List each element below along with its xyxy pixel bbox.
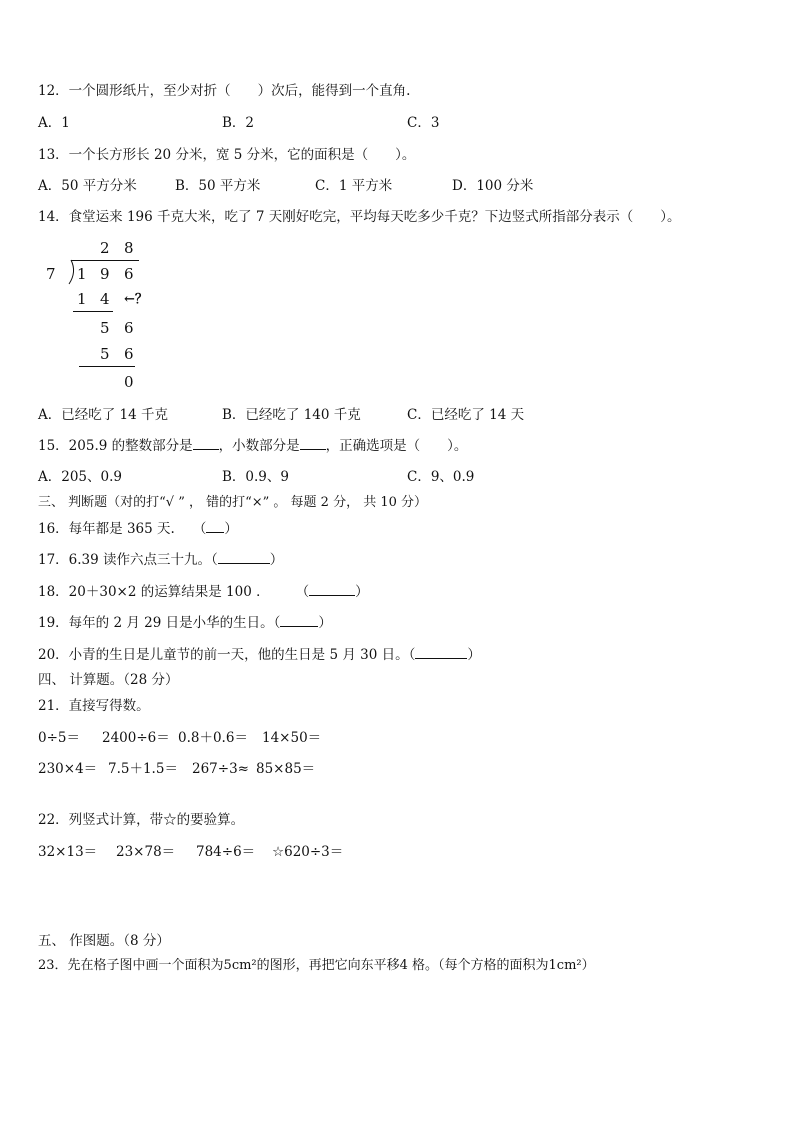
q19: 19．每年的 2 月 29 日是小华的生日。（ ） <box>38 615 332 631</box>
q14-option-a: A．已经吃了 14 千克 <box>38 407 169 423</box>
calc-item: 0÷5＝ <box>38 730 80 746</box>
remainder: 0 <box>124 373 134 391</box>
divisor: 7 <box>46 265 56 283</box>
dividend-digit: 6 <box>124 265 134 283</box>
q15-option-a: A．205、0.9 <box>38 469 122 485</box>
step3-digit: 6 <box>124 345 134 363</box>
answer-blank[interactable] <box>193 437 219 450</box>
calc-item: 23×78＝ <box>116 844 176 860</box>
q21-stem: 21．直接写得数。 <box>38 698 150 714</box>
calc-item: 230×4＝ <box>38 761 98 777</box>
calc-item: 2400÷6＝ <box>102 730 170 746</box>
subtraction-line <box>73 311 113 312</box>
q13-stem: 13．一个长方形长 20 分米，宽 5 分米，它的面积是（ ）。 <box>38 147 416 163</box>
calc-item: 7.5＋1.5＝ <box>108 761 178 777</box>
q12-option-a: A．1 <box>38 115 70 131</box>
q13-option-c: C．1 平方米 <box>315 178 393 194</box>
q14-stem: 14．食堂运来 196 千克大米，吃了 7 天刚好吃完，平均每天吃多少千克？下边竖式所指部分表示（ ）。 <box>38 209 681 225</box>
answer-blank[interactable] <box>218 551 270 564</box>
q18: 18．20＋30×2 的运算结果是 100 ． （ ） <box>38 584 369 600</box>
calc-item: 85×85＝ <box>256 761 316 777</box>
section-4-heading: 四、 计算题。（28 分） <box>38 672 179 688</box>
arrow-question-mark: ←？ <box>124 292 148 307</box>
section-3-heading: 三、 判断题（对的打“√ ” ， 错的打“×” 。 每题 2 分， 共 10 分） <box>38 495 428 510</box>
q13-option-a: A．50 平方分米 <box>38 178 137 194</box>
answer-blank[interactable] <box>309 583 355 596</box>
q17: 17．6.39 读作六点三十九。（ ） <box>38 552 284 568</box>
q15-stem: 15．205.9 的整数部分是 ，小数部分是 ，正确选项是（ ）。 <box>38 438 468 454</box>
answer-blank[interactable] <box>300 437 326 450</box>
q23-stem: 23．先在格子图中画一个面积为5cm²的图形，再把它向东平移4 格。（每个方格的面积为1cm²） <box>38 958 595 973</box>
step1-digit: 1 <box>77 290 87 308</box>
quotient-digit: 2 <box>100 239 110 257</box>
answer-blank[interactable] <box>206 520 224 533</box>
q16: 16．每年都是 365 天. （ ） <box>38 521 238 537</box>
section-5-heading: 五、 作图题。（8 分） <box>38 933 170 949</box>
calc-item: ☆620÷3＝ <box>272 844 344 860</box>
subtraction-line <box>79 366 135 367</box>
dividend-digit: 1 <box>77 265 87 283</box>
q13-option-d: D．100 分米 <box>452 178 534 194</box>
q12-option-c: C．3 <box>407 115 440 131</box>
q13-option-b: B．50 平方米 <box>175 178 261 194</box>
calc-item: 14×50＝ <box>262 730 322 746</box>
calc-item: 267÷3≈ <box>192 761 249 777</box>
division-bracket <box>66 260 76 284</box>
quotient-digit: 8 <box>124 239 134 257</box>
q15-option-c: C．9、0.9 <box>407 469 475 485</box>
calc-item: 0.8＋0.6＝ <box>178 730 248 746</box>
q14-option-b: B．已经吃了 140 千克 <box>222 407 361 423</box>
answer-blank[interactable] <box>280 614 318 627</box>
step3-digit: 5 <box>100 345 110 363</box>
division-bar <box>71 260 139 261</box>
q15-option-b: B．0.9、9 <box>222 469 289 485</box>
dividend-digit: 9 <box>100 265 110 283</box>
step2-digit: 6 <box>124 319 134 337</box>
calc-item: 32×13＝ <box>38 844 98 860</box>
calc-item: 784÷6＝ <box>196 844 256 860</box>
q14-option-c: C．已经吃了 14 天 <box>407 407 525 423</box>
q12-stem: 12．一个圆形纸片，至少对折（ ）次后，能得到一个直角. <box>38 83 411 99</box>
answer-blank[interactable] <box>415 646 467 659</box>
step2-digit: 5 <box>100 319 110 337</box>
q22-stem: 22．列竖式计算，带☆的要验算。 <box>38 812 245 828</box>
q20: 20．小青的生日是儿童节的前一天，他的生日是 5 月 30 日。（ ） <box>38 647 481 663</box>
step1-digit: 4 <box>100 290 110 308</box>
q12-option-b: B．2 <box>222 115 255 131</box>
